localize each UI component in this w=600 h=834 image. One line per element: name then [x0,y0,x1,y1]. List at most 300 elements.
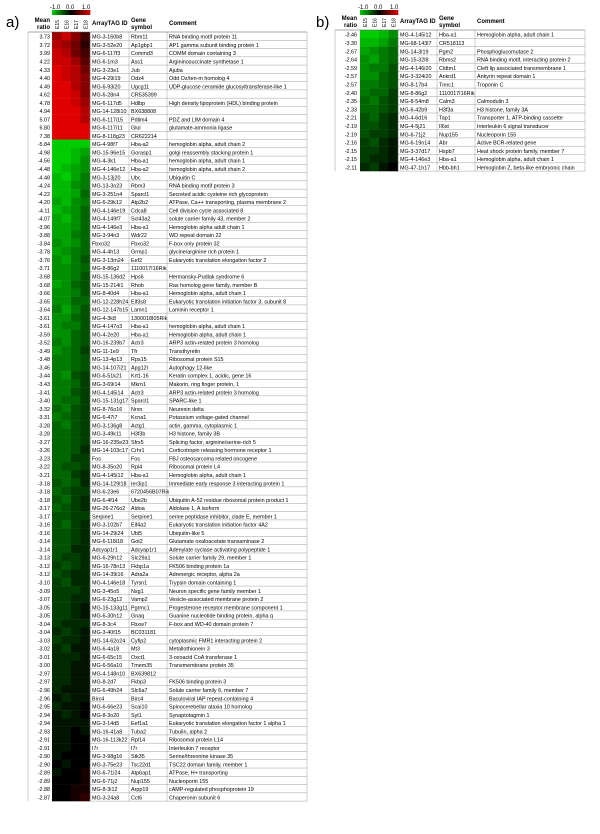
heatmap-cell [52,578,62,586]
heatmap-cell [360,38,370,47]
heatmap-cell [52,239,62,247]
heatmap-cell [71,586,81,594]
array-tag-id: MG-6-28n4 [92,92,120,99]
color-scale-min-label: -1.0 [358,5,369,11]
array-tag-id: MG-15-32l8 [400,57,429,64]
gene-comment: Potassium voltage-gated channel [169,415,249,422]
heatmap-cell [71,528,81,536]
heatmap-cell [71,669,81,677]
mean-ratio-value: -2.87 [37,795,50,802]
heatmap-cell [62,446,72,454]
mean-ratio-value: 5.07 [39,117,50,124]
array-tag-id: MG-6-71j2 [92,778,118,785]
heatmap-cell [62,437,72,445]
heatmap-cell [52,751,62,759]
heatmap-cell [52,470,62,478]
mean-ratio-value: -2.93 [37,729,50,736]
heatmap-cell [71,280,81,288]
heatmap-cell [62,727,72,735]
heatmap-cell [71,536,81,544]
heatmap-cell [52,247,62,255]
gene-symbol: Eif3s8 [131,299,146,306]
heatmap-cell [81,115,91,123]
heatmap-cell [389,146,399,155]
mean-ratio-value: -2.67 [344,49,357,56]
heatmap-cell [71,379,81,387]
heatmap-cell [81,164,91,172]
heatmap-cell [62,735,72,743]
heatmap-cell [71,520,81,528]
array-tag-id: MG-13-3o23 [92,183,123,190]
mean-ratio-value: -3.17 [37,506,50,513]
panel-b-label: b) [316,14,330,31]
color-scale-step [370,10,372,15]
heatmap-cell [81,404,91,412]
gene-comment: COMM domain containing 3 [169,51,236,58]
heatmap-cell [379,146,389,155]
heatmap-cell [62,487,72,495]
header-symbol: symbol [131,25,153,31]
heatmap-cell [389,96,399,105]
array-tag-id: MG-6-29h12 [92,555,123,562]
mean-ratio-value: -3.00 [37,663,50,670]
array-tag-id: MG-15-214i1 [92,282,124,289]
header-array-id: ArrayTAG ID [92,21,128,27]
heatmap-cell [81,82,91,90]
array-tag-id: MG-4-148n10 [92,671,126,678]
gene-comment: Eukaryotic translation initiation factor 4A2 [169,522,268,529]
gene-comment: ATPase, Ca++ transporting, plasma membrane 2 [169,200,287,207]
array-tag-id: MG-4-146e18 [92,580,126,587]
heatmap-cell [389,30,399,39]
heatmap-cell [81,197,91,205]
mean-ratio-value: -2.94 [37,721,50,728]
heatmap-cell [62,627,72,635]
gene-comment: Secreted acidic cysteine rich glycoprotein [169,191,268,198]
gene-symbol: Ube2b [131,497,147,504]
gene-symbol: Ubl5 [131,530,143,537]
heatmap-cell [81,586,91,594]
heatmap-cell [52,603,62,611]
heatmap-cell [71,247,81,255]
gene-symbol: Atp6ap1 [131,770,152,777]
heatmap-cell [52,718,62,726]
gene-comment: Glutamate oxaloacetate transaminase 2 [169,539,265,546]
heatmap-cell [62,520,72,528]
array-tag-id: MG-6-23g12 [92,597,123,604]
gene-symbol: Sfrs5 [131,439,144,446]
header-mean: Mean [341,16,357,22]
heatmap-cell [71,578,81,586]
mean-ratio-value: -3.23 [37,456,50,463]
gene-symbol: Oxct1 [131,654,146,661]
gene-comment: Ubiquitin A-52 residue ribosomal protein product 1 [169,497,289,504]
gene-symbol: Fkbp1a [131,563,149,570]
gene-comment: Neuron specific gene family member 1 [169,588,261,595]
mean-ratio-value: -2.97 [37,671,50,678]
heatmap-cell [62,98,72,106]
heatmap-cell [52,545,62,553]
heatmap-cell [62,355,72,363]
heatmap-cell [52,181,62,189]
mean-ratio-value: -3.18 [37,497,50,504]
gene-symbol: Hba-a1 [439,32,457,39]
heatmap-cell [81,528,91,536]
gene-comment: H3 histone, family 3B [169,431,220,438]
heatmap-cell [71,561,81,569]
heatmap-cell [81,363,91,371]
heatmap-cell [71,255,81,263]
mean-ratio-value: -3.09 [37,588,50,595]
array-tag-id: MG-6-117i11 [92,125,123,132]
mean-ratio-value: -3.71 [37,266,50,273]
heatmap-cell [62,793,72,801]
heatmap-cell [71,164,81,172]
heatmap-cell [81,429,91,437]
mean-ratio-value: -3.16 [37,530,50,537]
array-tag-id: MG-8-35o20 [92,464,123,471]
heatmap-cell [379,105,389,114]
mean-ratio-value: -5.84 [37,142,50,149]
gene-symbol: Hba-a1 [131,291,149,298]
heatmap-cell [62,280,72,288]
color-scale-mid-label: 0.0 [374,5,383,11]
array-tag-id: MG-6-65c15 [92,654,122,661]
heatmap-cell [62,189,72,197]
heatmap-cell [71,776,81,784]
gene-comment: Trypsin domain containing 1 [169,580,237,587]
heatmap-cell [370,105,380,114]
heatmap-cell [52,735,62,743]
gene-comment: WD repeat domain 22 [169,233,222,240]
array-tag-id: MG-4-146e12 [92,166,126,173]
array-tag-id: MG-13-4p13 [92,357,123,364]
gene-comment: H3 histone, family 3A [477,107,528,114]
gene-symbol: CR535399 [131,92,157,99]
mean-ratio-value: -3.31 [37,415,50,422]
gene-symbol: Eef1a1 [131,721,149,728]
array-tag-id: MG-6-66e23 [92,704,123,711]
gene-comment: Transthyretin [169,348,201,355]
header-mean: Mean [34,18,50,24]
mean-ratio-value: 4.94 [39,109,50,116]
mean-ratio-value: 4.33 [39,67,50,74]
array-tag-id: MG-6-117i15 [92,117,124,124]
heatmap-cell [52,627,62,635]
array-tag-id: MG-3-45o5 [92,588,120,595]
gene-comment: Ubiquitin C [169,175,196,182]
gene-comment: Active BCR-related gene [477,140,537,147]
heatmap-cell [389,38,399,47]
heatmap-cell [81,619,91,627]
gene-symbol: Hba-a1 [131,332,149,339]
heatmap-cell [81,330,91,338]
header-heat-column: E18 [391,18,398,27]
mean-ratio-value: 4.78 [39,100,50,107]
heatmap-cell [62,156,72,164]
gene-symbol: Hba-a2 [131,166,149,173]
gene-comment: Argininosuccinate synthetase 1 [169,59,244,66]
heatmap-cell [370,96,380,105]
heatmap-cell [52,321,62,329]
heatmap-cell [62,239,72,247]
mean-ratio-value: -3.44 [37,373,50,380]
heatmap-cell [52,346,62,354]
heatmap-cell [81,735,91,743]
mean-ratio-value: -2.15 [344,157,357,164]
heatmap-cell [71,619,81,627]
heatmap-cell [62,264,72,272]
heatmap-cell [52,197,62,205]
heatmap-cell [71,570,81,578]
heatmap-cell [62,230,72,238]
heatmap-cell [71,751,81,759]
mean-ratio-value: -2.15 [344,148,357,155]
gene-comment: Aldolase 1, A isoform [169,506,220,513]
heatmap-cell [81,479,91,487]
mean-ratio-value: -3.14 [37,547,50,554]
gene-symbol: Krt1-16 [131,373,149,380]
gene-symbol: BX639812 [131,671,157,678]
gene-comment: solute carrier family 43, member 2 [169,216,251,223]
gene-symbol: Hbb-bh1 [439,165,460,172]
heatmap-cell [81,561,91,569]
gene-comment: Interleukin 7 receptor [169,745,220,752]
gene-symbol: Tmem35 [131,663,153,670]
gene-comment: UDP-glucose ceramide glucosyltransferase-like 1 [169,84,287,91]
gene-comment: Hemoglobin alpha, adult chain 1 [169,472,247,479]
heatmap-cell [71,627,81,635]
gene-symbol: Cdca8 [131,208,147,215]
heatmap-cell [81,718,91,726]
gene-symbol: Odz4 [131,76,144,83]
gene-comment: Cleft lip associated transmembrane 1 [477,65,566,72]
mean-ratio-value: -3.07 [37,597,50,604]
gene-comment: Progesterone receptor membrane component 1 [169,605,283,612]
heatmap-cell [81,189,91,197]
heatmap-cell [62,503,72,511]
gene-symbol: Arpp19 [131,787,149,794]
heatmap-cell [81,751,91,759]
mean-ratio-value: -3.10 [37,580,50,587]
heatmap-cell [52,611,62,619]
heatmap-cell [81,106,91,114]
array-tag-id: MG-6-71l24 [92,770,121,777]
heatmap-cell [62,776,72,784]
mean-ratio-value: -3.32 [37,406,50,413]
color-scale-mid-label: 0.0 [66,5,75,11]
array-tag-id: MG-3-14d5 [92,721,120,728]
array-tag-id: MG-4-149f7 [92,216,121,223]
heatmap-cell [370,38,380,47]
heatmap-cell [62,40,72,48]
array-tag-id: MG-4-3k1 [92,158,116,165]
heatmap-cell [379,121,389,130]
array-tag-id: MG-3-75e23 [92,762,123,769]
heatmap-cell [389,121,399,130]
heatmap-cell [52,404,62,412]
gene-symbol: Cyfip2 [131,638,147,645]
heatmap-cell [71,214,81,222]
heatmap-cell [52,40,62,48]
gene-symbol: Serpine1 [131,514,153,521]
mean-ratio-value: -3.61 [37,324,50,331]
gene-comment: Troponin C [477,82,504,89]
heatmap-cell [62,718,72,726]
gene-comment: Makorin, ring finger protein, 1 [169,382,240,389]
heatmap-cell [81,230,91,238]
mean-ratio-value: 3.73 [39,34,50,41]
heatmap-cell [62,545,72,553]
mean-ratio-value: -3.04 [37,621,50,628]
array-tag-id: MG-6-4a18 [92,646,120,653]
gene-symbol: Il6st [439,124,449,130]
gene-comment: FBJ osteosarcoma related oncogene [169,456,258,463]
gene-comment: FK506 binding protein 1a [169,563,230,570]
heatmap-cell [370,121,380,130]
heatmap-cell [81,321,91,329]
array-tag-id: MG-6-117f3 [92,51,121,58]
heatmap-cell [62,65,72,73]
mean-ratio-value: -3.43 [37,382,50,389]
gene-symbol: H3f3b [131,431,146,438]
array-tag-id: MG-14-103c17 [92,448,128,455]
gene-symbol: Cldtm1 [439,65,457,72]
gene-symbol: Birc4 [131,696,144,703]
heatmap-cell [81,603,91,611]
array-tag-id: MG-3-52e20 [92,42,123,49]
heatmap-cell [81,181,91,189]
array-tag-id: I7r [92,745,99,752]
gene-comment: hemoglobin alpha, adult chain 2 [169,166,246,173]
color-scale-step [79,10,81,15]
mean-ratio-value: -3.02 [37,646,50,653]
heatmap-cell [71,611,81,619]
heatmap-cell [360,72,370,81]
header-symbol: symbol [439,23,461,29]
gene-symbol: Pdlim4 [131,117,148,124]
gene-symbol: Slc6a7 [131,688,148,694]
mean-ratio-value: -3.05 [37,605,50,612]
heatmap-cell [62,338,72,346]
heatmap-cell [81,355,91,363]
heatmap-cell [62,379,72,387]
heatmap-cell [81,470,91,478]
heatmap-cell [71,661,81,669]
heatmap-cell [62,206,72,214]
heatmap-cell [52,65,62,73]
heatmap-cell [71,189,81,197]
heatmap-cell [52,636,62,644]
gene-symbol: Mkrn1 [131,382,146,389]
heatmap-cell [71,603,81,611]
gene-comment: Synaptotagmin 1 [169,712,210,719]
heatmap-cell [62,73,72,81]
gene-symbol: Rhob [131,282,144,289]
heatmap-cell [71,49,81,57]
gene-comment: Neurexin delta [169,406,204,413]
gene-symbol: Fbxw7 [131,621,147,628]
heatmap-cell [52,330,62,338]
mean-ratio-value: -2.97 [37,679,50,686]
gene-comment: RNA binding motif protein 3 [169,183,235,190]
gene-symbol: Rps15 [131,357,147,364]
heatmap-cell [71,230,81,238]
heatmap-cell [52,338,62,346]
mean-ratio-value: -3.18 [37,489,50,496]
gene-symbol: Ap1gbp1 [131,42,153,49]
heatmap-cell [81,255,91,263]
header-comment: Comment [477,19,505,25]
heatmap-cell [81,503,91,511]
heatmap-cell [71,685,81,693]
gene-comment: Ribosomal protein L14 [169,737,223,744]
header-comment: Comment [169,21,197,27]
heatmap-cell [62,164,72,172]
heatmap-cell [81,214,91,222]
heatmap-cell [71,718,81,726]
mean-ratio-value: 3.99 [39,51,50,58]
mean-ratio-value: -2.59 [344,65,357,72]
heatmap-cell [52,503,62,511]
array-tag-id: MG-3-69i14 [92,382,121,389]
gene-symbol: Gnaq [131,613,145,620]
mean-ratio-value: -2.89 [37,778,50,785]
gene-symbol: BC031181 [131,630,157,637]
array-tag-id: MG-14-39i16 [92,572,124,579]
heatmap-cell [52,412,62,420]
heatmap-cell [71,90,81,98]
mean-ratio-value: -3.46 [37,365,50,372]
mean-ratio-value: 4.22 [39,59,50,66]
heatmap-cell [360,63,370,71]
gene-comment: Ribosomal protein S15 [169,357,224,364]
gene-comment: Solute carrier family 29, member 1 [169,555,252,562]
mean-ratio-value: -2.35 [344,99,357,106]
gene-comment: Adenylate cyclase activating polypeptide 1 [169,547,271,554]
heatmap-cell [81,520,91,528]
gene-symbol: Syt1 [131,712,142,719]
heatmap-cell [81,305,91,313]
array-tag-id: MG-4-29i19 [92,76,121,83]
heatmap-cell [389,72,399,81]
heatmap-cell [71,793,81,801]
heatmap-cell [81,743,91,751]
heatmap-cell [52,462,62,470]
heatmap-cell [62,512,72,520]
heatmap-cell [81,553,91,561]
heatmap-cell [81,206,91,214]
array-tag-id: MG-8-17b4 [400,82,428,89]
array-tag-id: MG-3-98g16 [92,754,123,761]
gene-symbol: Ubc [131,175,141,182]
array-tag-id: MG-4-145i14 [92,390,124,397]
heatmap-cell [71,239,81,247]
heatmap-cell [360,113,370,122]
heatmap-cell [52,388,62,396]
heatmap-cell [62,462,72,470]
heatmap-cell [62,479,72,487]
heatmap-cell [71,396,81,404]
heatmap-cell [62,363,72,371]
array-tag-id: MG-3-49k11 [92,431,122,438]
heatmap-cell [52,694,62,702]
array-tag-id: MG-8-3o20 [92,712,120,719]
array-tag-id: MG-6-19n14 [400,140,431,147]
mean-ratio-value: -2.96 [37,688,50,694]
heatmap-cell [81,140,91,148]
heatmap-cell [52,685,62,693]
